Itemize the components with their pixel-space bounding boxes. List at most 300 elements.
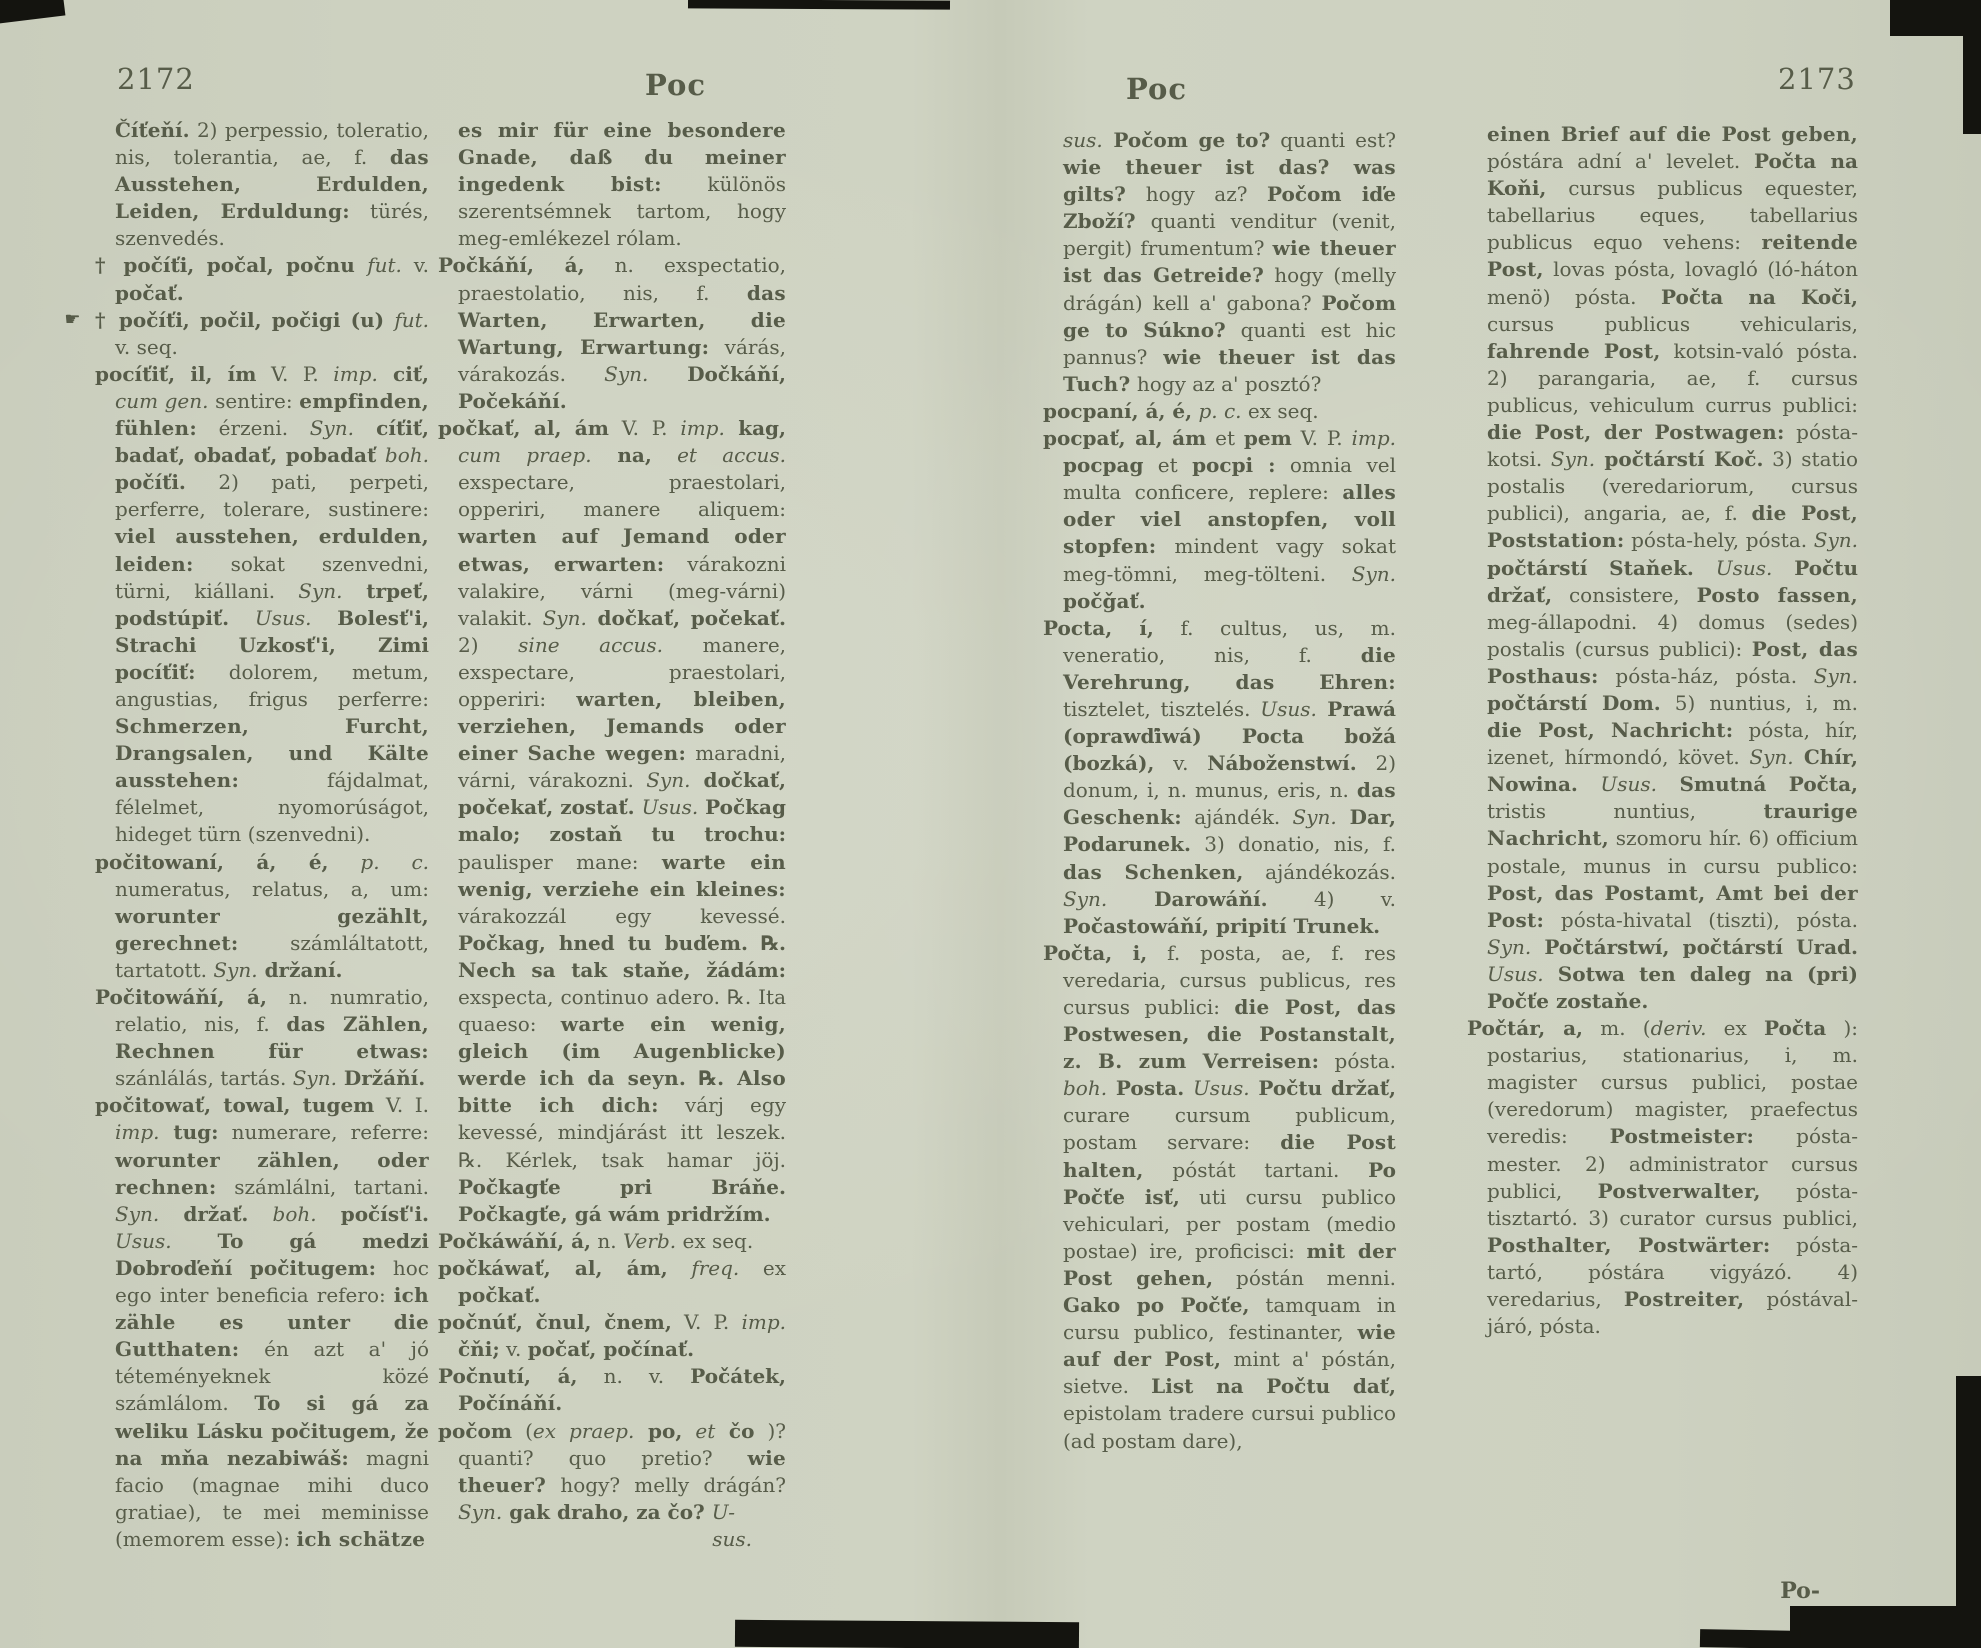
text-run: pocpi : xyxy=(1192,453,1276,478)
text-run: exspecta, continuo adero. ℞. Ita quaeso: xyxy=(458,985,786,1037)
text-run: ex seq. xyxy=(1241,398,1319,423)
text-run: Syn. xyxy=(646,768,691,793)
text-run: boh. xyxy=(1063,1076,1108,1101)
text-run: Sotwa ten daleg na (pri) Počťe zostaňe. xyxy=(1487,961,1858,1013)
dictionary-entry xyxy=(1043,425,1396,615)
text-run: 2) xyxy=(458,632,519,657)
text-run: ich zähle es unter die Gutthaten: xyxy=(115,1283,429,1362)
dictionary-entry xyxy=(438,252,786,415)
text-run: v. seq. xyxy=(115,334,178,359)
text-run: lovas pósta, lovagló (ló-háton menö) pósta. xyxy=(1487,257,1858,309)
text-run: pósta. xyxy=(1319,1049,1396,1074)
text-run: die Post halten, xyxy=(1063,1130,1396,1182)
text-run: Počkag, hned tu buďem. ℞. Nech sa tak staňe, žádám: xyxy=(458,930,786,982)
text-run: maradni, várni, várakozni. xyxy=(458,741,787,793)
text-run: trpeť, podstúpiť. xyxy=(115,578,429,630)
text-run: † počíťi, počal, počnu xyxy=(95,253,368,278)
manicule-icon: ☛ xyxy=(64,308,81,330)
text-run: Počkagťe pri Bráňe. Počkagťe, gá wám pridržím. xyxy=(458,1174,786,1226)
text-run: et xyxy=(695,1418,716,1443)
text-run: Post, das Posthaus: xyxy=(1487,636,1859,688)
text-run: pocpaní, á, é, xyxy=(1043,398,1193,423)
text-run: Počkáňí, á, xyxy=(438,253,585,278)
dictionary-entry xyxy=(1043,398,1396,425)
text-run: )? quanti? quo pretio? xyxy=(458,1418,787,1470)
text-run: traurige Nachricht, xyxy=(1487,799,1858,851)
text-run: várakozni valakire, várni (meg-várni) valakit. xyxy=(458,551,786,630)
dictionary-entry xyxy=(1043,615,1396,940)
text-run: Post, das Postamt, Amt bei der Post: xyxy=(1487,880,1858,932)
text-run: v. xyxy=(1154,751,1208,776)
text-run: počtárstí Dom. xyxy=(1487,690,1661,715)
text-run: sus. xyxy=(1063,128,1103,152)
text-run: Postreiter, xyxy=(1623,1287,1745,1312)
text-run: das Geschenk: xyxy=(1063,778,1396,830)
right-page-column-1 xyxy=(1043,127,1396,1455)
dictionary-entry xyxy=(438,415,786,1228)
text-run: Syn. xyxy=(115,1201,160,1226)
text-run: wie theuer ist das Tuch? xyxy=(1063,344,1397,396)
text-run: f. posta, ae, f. res veredaria, cursus publicus, res cursus publici: xyxy=(1063,940,1397,1019)
text-run: Syn. xyxy=(604,361,649,386)
text-run: Počitowáňí, á, xyxy=(95,985,267,1009)
text-run: numerare, referre: xyxy=(218,1120,429,1145)
text-run: † počíťi, počil, počigi (u) xyxy=(95,307,395,332)
text-run: hogy az? xyxy=(1126,182,1268,207)
text-run: Počtárstwí, počtárstí Urad. xyxy=(1531,934,1858,959)
entry-continuation xyxy=(1467,121,1858,1015)
text-run: consistere, xyxy=(1552,582,1697,607)
dictionary-entry xyxy=(95,849,429,984)
text-run: curare cursum publicum, postam servare: xyxy=(1063,1103,1396,1155)
text-run: Pocta, í, xyxy=(1043,615,1154,640)
text-run: dolorem, metum, angustias, frigus perferre: xyxy=(115,659,429,711)
catchword: Po- xyxy=(1780,1578,1820,1604)
text-run: Posta. xyxy=(1107,1076,1193,1101)
text-run: n. exspectatio, praestolatio, nis, f. xyxy=(458,253,786,305)
text-run: warte ein wenig, verziehe ein kleines: xyxy=(458,849,787,901)
text-run: die Post, der Postwagen: xyxy=(1487,420,1785,445)
text-run: érzeni. xyxy=(197,416,310,441)
text-run: n. v. xyxy=(577,1364,691,1389)
text-run: V. P. xyxy=(1291,426,1352,451)
text-run: To si gá za weliku Lásku počitugem, že na mňa nezabiwáš: xyxy=(115,1391,429,1470)
entry-continuation xyxy=(1043,127,1396,398)
right-page-column-2 xyxy=(1467,121,1858,1340)
text-run: Držáňí. xyxy=(336,1066,426,1091)
text-run: 2) perpessio, toleratio, nis, tolerantia, ae, f. xyxy=(115,118,429,170)
text-run: imp. xyxy=(1351,426,1397,451)
text-run: das Zählen, Rechnen für etwas: xyxy=(115,1012,429,1064)
text-run: várás, várakozás. xyxy=(458,334,786,386)
scan-artifact-bottom-right xyxy=(1790,1606,1981,1648)
text-run: quanti venditur (venit, pergit) frumentum? xyxy=(1063,209,1396,261)
text-run: imp. xyxy=(741,1310,786,1335)
text-run: Počtu držať, xyxy=(1249,1076,1397,1101)
text-run: Syn. xyxy=(1487,934,1532,959)
dictionary-entry xyxy=(438,1418,786,1526)
text-run: Usus. xyxy=(1192,1076,1250,1101)
text-run: et xyxy=(1206,426,1244,451)
text-run: v. xyxy=(401,253,429,278)
text-run: sentire: xyxy=(208,388,300,413)
text-run: kag, xyxy=(724,416,786,441)
text-run: alles oder viel anstopfen, voll stopfen: xyxy=(1063,480,1396,559)
text-run: sokat szenvedni, türni, kiállani. xyxy=(115,551,429,603)
right-page-number: 2173 xyxy=(1778,62,1856,96)
text-run: počkáwať, al, ám, xyxy=(438,1255,668,1280)
text-run: hogy az a' posztó? xyxy=(1130,371,1322,396)
text-run: Syn. xyxy=(542,605,587,630)
text-run: ex praep. xyxy=(532,1418,635,1443)
text-run: fájdalmat, félelmet, nyomorúságot, hideget türn (szenvedni). xyxy=(115,768,429,847)
text-run: List na Počtu dať, xyxy=(1151,1374,1396,1399)
text-run: Syn. xyxy=(213,957,258,982)
text-run: na, xyxy=(591,443,652,468)
left-page-number: 2172 xyxy=(117,62,195,96)
text-run: počkať. xyxy=(458,1283,541,1308)
text-run: Syn. xyxy=(1813,528,1858,553)
text-run: držaní. xyxy=(257,957,343,982)
dictionary-entry xyxy=(1467,1015,1858,1340)
text-run: Postverwalter, xyxy=(1597,1178,1761,1203)
text-run: cum gen. xyxy=(115,388,209,413)
text-run: Usus. xyxy=(115,1228,172,1253)
text-run: Dočkáňí, Počekáňí. xyxy=(458,361,786,413)
text-run: einen Brief auf die Post geben, xyxy=(1487,122,1858,146)
text-run: empfinden, fühlen: xyxy=(115,388,430,441)
text-run: Počtár, a, xyxy=(1467,1016,1584,1041)
text-run: ich schätze xyxy=(296,1526,426,1551)
text-run: warten auf Jemand oder etwas, erwarten: xyxy=(458,524,786,576)
text-run: meg-állapodni. 4) domus (sedes) postalis (cursus publici): xyxy=(1487,609,1858,661)
text-run: die Post, Nachricht: xyxy=(1487,718,1734,743)
dictionary-entry xyxy=(438,1255,786,1309)
left-page-column-1 xyxy=(64,117,430,1553)
text-run: Verb. xyxy=(622,1228,677,1253)
text-run: et xyxy=(1143,453,1193,478)
text-run: hogy? melly drágán? xyxy=(546,1472,786,1497)
text-run xyxy=(329,850,361,874)
text-run: Darowáňí. xyxy=(1107,886,1268,911)
text-run: V. I. xyxy=(374,1093,429,1118)
text-run: hoc ego inter beneficia refero: xyxy=(115,1255,429,1308)
dictionary-entry xyxy=(64,307,429,361)
text-run: Počnutí, á, xyxy=(438,1364,578,1389)
text-run: worunter zählen, oder rechnen: xyxy=(115,1147,429,1199)
text-run: warte ein wenig, gleich (im Augenblicke) werde ich da seyn. ℞. Also bitte ich dich: xyxy=(458,1012,786,1118)
dictionary-entry xyxy=(438,1363,786,1417)
dictionary-entry xyxy=(438,1228,786,1255)
text-run: hogy (melly drágán) kell a' gabona? xyxy=(1063,263,1396,315)
text-run: wie theuer? xyxy=(458,1445,786,1497)
text-run: póstára adní a' levelet. xyxy=(1487,149,1754,174)
text-run: Syn. xyxy=(1351,561,1396,586)
text-run: Syn. xyxy=(1749,745,1794,770)
text-run: počitowať, towal, tugem xyxy=(95,1093,375,1118)
text-run: mint a' póstán, sietve. xyxy=(1063,1347,1396,1399)
left-guide-word: Poc xyxy=(645,68,707,102)
text-run: warten, bleiben, verziehen, Jemands oder einer Sache wegen: xyxy=(458,686,786,766)
text-run: magni facio (magnae mihi duco gratiae), te mei meminisse (memorem esse): xyxy=(115,1445,430,1551)
text-run: V. P. xyxy=(671,1310,742,1335)
text-run: Posthalter, Postwärter: xyxy=(1487,1232,1771,1257)
scan-artifact-bottom-right-wedge xyxy=(1700,1629,1800,1648)
text-run: ajándékozás. xyxy=(1243,859,1396,884)
text-run: die Post, das Postwesen, die Postanstalt, z. B. zum Verreisen: xyxy=(1063,995,1396,1074)
text-run: epistolam tradere cursui publico (ad postam dare), xyxy=(1063,1401,1396,1453)
text-run: Prawá (oprawďiwá) Pocta božá (bozká), xyxy=(1063,696,1396,776)
text-run: manere, exspectare, praestolari, opperiri: xyxy=(458,632,787,711)
text-run: m. ( xyxy=(1583,1016,1651,1041)
text-run: Syn. xyxy=(1063,886,1108,911)
text-run xyxy=(652,443,677,467)
text-run: V. P. xyxy=(608,416,681,441)
text-run: fahrende Post, xyxy=(1487,338,1661,363)
text-run: pocpag xyxy=(1063,453,1144,478)
text-run: Syn. xyxy=(1813,663,1858,688)
text-run: p. c. xyxy=(1198,398,1242,423)
text-run: 3) donatio, nis, f. xyxy=(1190,832,1396,857)
text-run: Dar, Podarunek. xyxy=(1063,805,1396,857)
text-run: Postmeister: xyxy=(1609,1124,1755,1149)
text-run: Náboženstwí. xyxy=(1207,751,1357,776)
text-run: omnia vel multa conficere, replere: xyxy=(1063,453,1396,505)
text-run: exspectare, praestolari, opperiri, manere aliquem: xyxy=(458,470,786,522)
text-run: Počta na Koňi, xyxy=(1487,149,1858,201)
text-run: numeratus, relatus, a, um: xyxy=(115,876,429,901)
text-run: V. P. xyxy=(256,361,334,386)
text-run: počísť'i. xyxy=(316,1201,429,1226)
text-run: számláltatott, tartatott. xyxy=(115,930,429,982)
text-run: pósta-tisztartó. 3) curator cursus publici, xyxy=(1487,1178,1858,1230)
text-run: Počkag malo; zostaň tu trochu: xyxy=(458,795,786,847)
text-run: paulisper mane: xyxy=(458,849,662,874)
dictionary-entry xyxy=(438,1309,786,1363)
text-run: Počkáwáňí, á, xyxy=(438,1228,591,1253)
dictionary-entry xyxy=(1043,940,1396,1455)
text-run: wie theuer ist das? was gilts? xyxy=(1063,155,1396,207)
text-run: várakozzál egy kevessé. xyxy=(458,903,786,928)
text-run: dočkať, počekať, zostať. xyxy=(458,768,786,820)
dictionary-entry xyxy=(95,1092,429,1553)
text-run: tristis nuntius, xyxy=(1487,799,1764,824)
text-run: fut. xyxy=(394,307,429,332)
text-run: das Ausstehen, Erdulden, Leiden, Erduldung: xyxy=(115,145,429,224)
text-run: p. c. xyxy=(360,849,429,874)
text-run: kotsin-való pósta. 2) parangaria, ae, f. cursus publicus, vehiculum currus publici: xyxy=(1487,338,1858,417)
text-run: počíťi. xyxy=(115,470,186,495)
text-run: ciť, xyxy=(377,361,429,386)
text-run: ( xyxy=(512,1418,533,1443)
entry-continuation xyxy=(438,1526,786,1553)
text-run: imp. xyxy=(115,1120,160,1145)
text-run: Usus. xyxy=(1600,772,1657,797)
text-run xyxy=(682,1419,695,1443)
text-run: Usus. xyxy=(641,795,699,820)
text-run: várj egy kevessé, mindjárást itt leszek. ℞. Kérlek, tsak hamar jöj. xyxy=(458,1093,786,1172)
text-run: pocpať, al, ám xyxy=(1043,426,1207,451)
text-run: 3) statio postalis (veredariorum, cursus publici), angaria, ae, f. xyxy=(1487,447,1858,526)
text-run: počitowaní, á, é, xyxy=(95,849,329,874)
text-run: ex seq. xyxy=(676,1228,754,1253)
text-run: különös szerentsémnek tartom, hogy meg-emlékezel rólam. xyxy=(458,172,786,251)
text-run: ex xyxy=(1706,1016,1765,1041)
text-run: uti cursu publico vehiculari, per postam (medio postae) ire, proficisci: xyxy=(1063,1184,1396,1263)
text-run: držať. xyxy=(159,1201,273,1226)
text-run: čňi; xyxy=(458,1337,500,1362)
text-run: freq. xyxy=(691,1255,740,1280)
text-run: pósta, hír, izenet, hírmondó, követ. xyxy=(1487,718,1859,770)
text-run: quanti est hic pannus? xyxy=(1063,317,1396,369)
text-run: Počátek, Počínáňí. xyxy=(458,1364,786,1416)
text-run: wie theuer ist das Getreide? xyxy=(1063,236,1396,288)
text-run: Usus. xyxy=(254,605,312,630)
text-run: Usus. xyxy=(1260,696,1317,721)
dictionary-entry xyxy=(95,252,429,306)
text-run: das Warten, Erwarten, die Wartung, Erwartung: xyxy=(458,280,786,359)
text-run: quanti est? xyxy=(1270,128,1396,152)
text-run: Číťeňí. xyxy=(115,118,190,142)
text-run: v. xyxy=(499,1337,528,1362)
text-run: Po Počťe isť, xyxy=(1063,1157,1396,1209)
text-run: Syn. xyxy=(309,416,354,441)
text-run: gak draho, za čo? xyxy=(502,1499,712,1524)
text-run: počtárstí Koč. xyxy=(1595,447,1764,472)
text-run: ajándék. xyxy=(1182,805,1293,830)
text-run: n. xyxy=(591,1228,623,1253)
text-run: das Schenken, xyxy=(1063,859,1244,884)
text-run: boh. xyxy=(272,1201,317,1226)
text-run: póstával-járó, pósta. xyxy=(1487,1287,1858,1339)
text-run: szomoru hír. 6) officium postale, munus in cursu publico: xyxy=(1487,826,1858,878)
text-run: pósta-kotsi. xyxy=(1487,420,1859,472)
text-run: Počom ge to Súkno? xyxy=(1063,290,1396,342)
text-run: tamquam in cursu publico, festinanter, xyxy=(1063,1293,1396,1345)
text-run: én azt a' jó téteményeknek közé számlálom. xyxy=(115,1337,429,1416)
text-run: fut. xyxy=(367,253,402,278)
dictionary-entry xyxy=(95,984,429,1092)
text-run: viel ausstehen, erdulden, leiden: xyxy=(115,524,429,576)
text-run: póstán menni. xyxy=(1213,1265,1396,1290)
text-run: sine accus. xyxy=(518,632,664,657)
text-run: cum praep. xyxy=(458,443,592,468)
text-run: Syn. xyxy=(1292,805,1337,830)
text-run: 5) nuntius, i, m. xyxy=(1660,690,1858,715)
text-run: boh. xyxy=(384,443,429,468)
text-run: čo xyxy=(715,1418,755,1443)
text-run: pósta-mester. 2) administrator cursus publici, xyxy=(1487,1124,1859,1203)
text-run: imp. xyxy=(680,416,725,441)
scan-artifact-top-left xyxy=(0,0,65,24)
text-run: f. cultus, us, m. veneratio, nis, f. xyxy=(1063,615,1396,667)
text-run: mit der Post gehen, xyxy=(1063,1238,1396,1290)
entry-continuation xyxy=(95,117,429,252)
text-run: počtárstí Staňek. xyxy=(1487,555,1716,580)
text-run: Počta na Koči, xyxy=(1661,284,1858,309)
text-run: počať, počínať. xyxy=(527,1337,695,1362)
text-run: Schmerzen, Furcht, Drangsalen, und Kälte ausstehen: xyxy=(115,714,429,793)
text-run: Usus. xyxy=(1487,961,1544,986)
text-run: ex xyxy=(739,1255,786,1280)
text-run: počkať, al, ám xyxy=(438,416,609,441)
text-run: et accus. xyxy=(677,443,787,468)
text-run: worunter gezählt, gerechnet: xyxy=(115,903,429,955)
text-run: Počastowáňí, pripití Trunek. xyxy=(1063,913,1381,938)
entry-continuation xyxy=(438,117,786,252)
text-run: póstát tartani. xyxy=(1143,1157,1369,1182)
text-run: számlálni, tartani. xyxy=(216,1174,429,1199)
text-run: tisztelet, tisztelés. xyxy=(1063,696,1261,721)
text-run: wie auf der Post, xyxy=(1063,1320,1396,1372)
text-run: die Post, Poststation: xyxy=(1487,501,1858,553)
text-run: 4) v. xyxy=(1267,886,1396,911)
text-run: pósta-ház, pósta. xyxy=(1598,663,1814,688)
text-run: pósta-hely, pósta. xyxy=(1624,528,1814,553)
text-run: U- xyxy=(711,1499,736,1524)
text-run: počnúť, čnul, čnem, xyxy=(438,1310,672,1335)
text-run: sus. xyxy=(712,1526,752,1551)
text-run: cursus publicus equester, tabellarius eques, tabellarius publicus equo vehens: xyxy=(1487,176,1858,255)
text-run: cíťiť, badať, obadať, pobadať xyxy=(115,416,429,468)
text-run: pem xyxy=(1243,426,1292,451)
scan-artifact-top-line xyxy=(688,0,950,10)
text-run: Počta, i, xyxy=(1043,940,1148,965)
text-run: pósta-tartó, póstára vigyázó. 4) veredarius, xyxy=(1487,1232,1858,1312)
text-run: Syn. xyxy=(292,1066,337,1091)
left-page-column-2 xyxy=(438,117,786,1553)
text-run: n. numratio, relatio, nis, f. xyxy=(115,985,429,1037)
text-run: Počtu držať, xyxy=(1487,555,1858,607)
text-run: imp. xyxy=(333,361,378,386)
text-run: po, xyxy=(634,1418,683,1443)
text-run: pósta-hivatal (tiszti), pósta. xyxy=(1544,907,1858,932)
text-run: mindent vagy sokat meg-tömni, meg-tölteni. xyxy=(1063,534,1396,586)
text-run: tug: xyxy=(159,1120,219,1145)
text-run: Posto fassen, xyxy=(1696,582,1858,607)
text-run: Počom iďe Zboží? xyxy=(1063,182,1397,234)
text-run: pocíťiť, il, ím xyxy=(95,361,257,386)
scan-artifact-bottom-band xyxy=(735,1620,1079,1648)
text-run: dočkať, počekať. xyxy=(586,605,786,630)
right-guide-word: Poc xyxy=(1126,72,1188,106)
text-run: Počom ge to? xyxy=(1102,128,1271,152)
text-run: ): postarius, stationarius, i, m. magister cursus publici, postae (veredorum) magister, praefectus veredis: xyxy=(1487,1016,1858,1149)
text-run: 2) pati, perpeti, perferre, tolerare, sustinere: xyxy=(115,470,429,522)
text-run: Syn. xyxy=(1550,447,1596,472)
text-run: türés, szenvedés. xyxy=(115,199,429,251)
text-run: Syn. xyxy=(458,1499,503,1524)
text-run: Usus. xyxy=(1715,555,1773,580)
text-run: die Verehrung, das Ehren: xyxy=(1063,642,1396,694)
text-run: Syn. xyxy=(298,578,343,603)
text-run: Chír, Nowina. xyxy=(1487,745,1858,797)
text-run xyxy=(668,1256,692,1280)
text-run: počom xyxy=(438,1418,513,1443)
text-run: szánlálás, tartás. xyxy=(115,1066,293,1091)
text-run: 2) donum, i, n. munus, eris, n. xyxy=(1063,751,1397,803)
text-run: es mir für eine besondere Gnade, daß du meiner ingedenk bist: xyxy=(458,118,786,197)
text-run: počať. xyxy=(115,280,184,305)
scan-artifact-right-strip-top xyxy=(1963,0,1981,134)
text-run: reitende Post, xyxy=(1487,230,1858,282)
text-run: cursus publicus vehicularis, xyxy=(1487,311,1858,336)
text-run: počǧať. xyxy=(1063,588,1146,613)
text-run: Bolesť'i, Strachi Uzkosť'i, Zimi pocíťiť: xyxy=(115,605,429,684)
text-run: Počta xyxy=(1764,1016,1827,1041)
text-run: Gako po Počťe, xyxy=(1063,1293,1250,1318)
text-run: deriv. xyxy=(1650,1016,1707,1041)
